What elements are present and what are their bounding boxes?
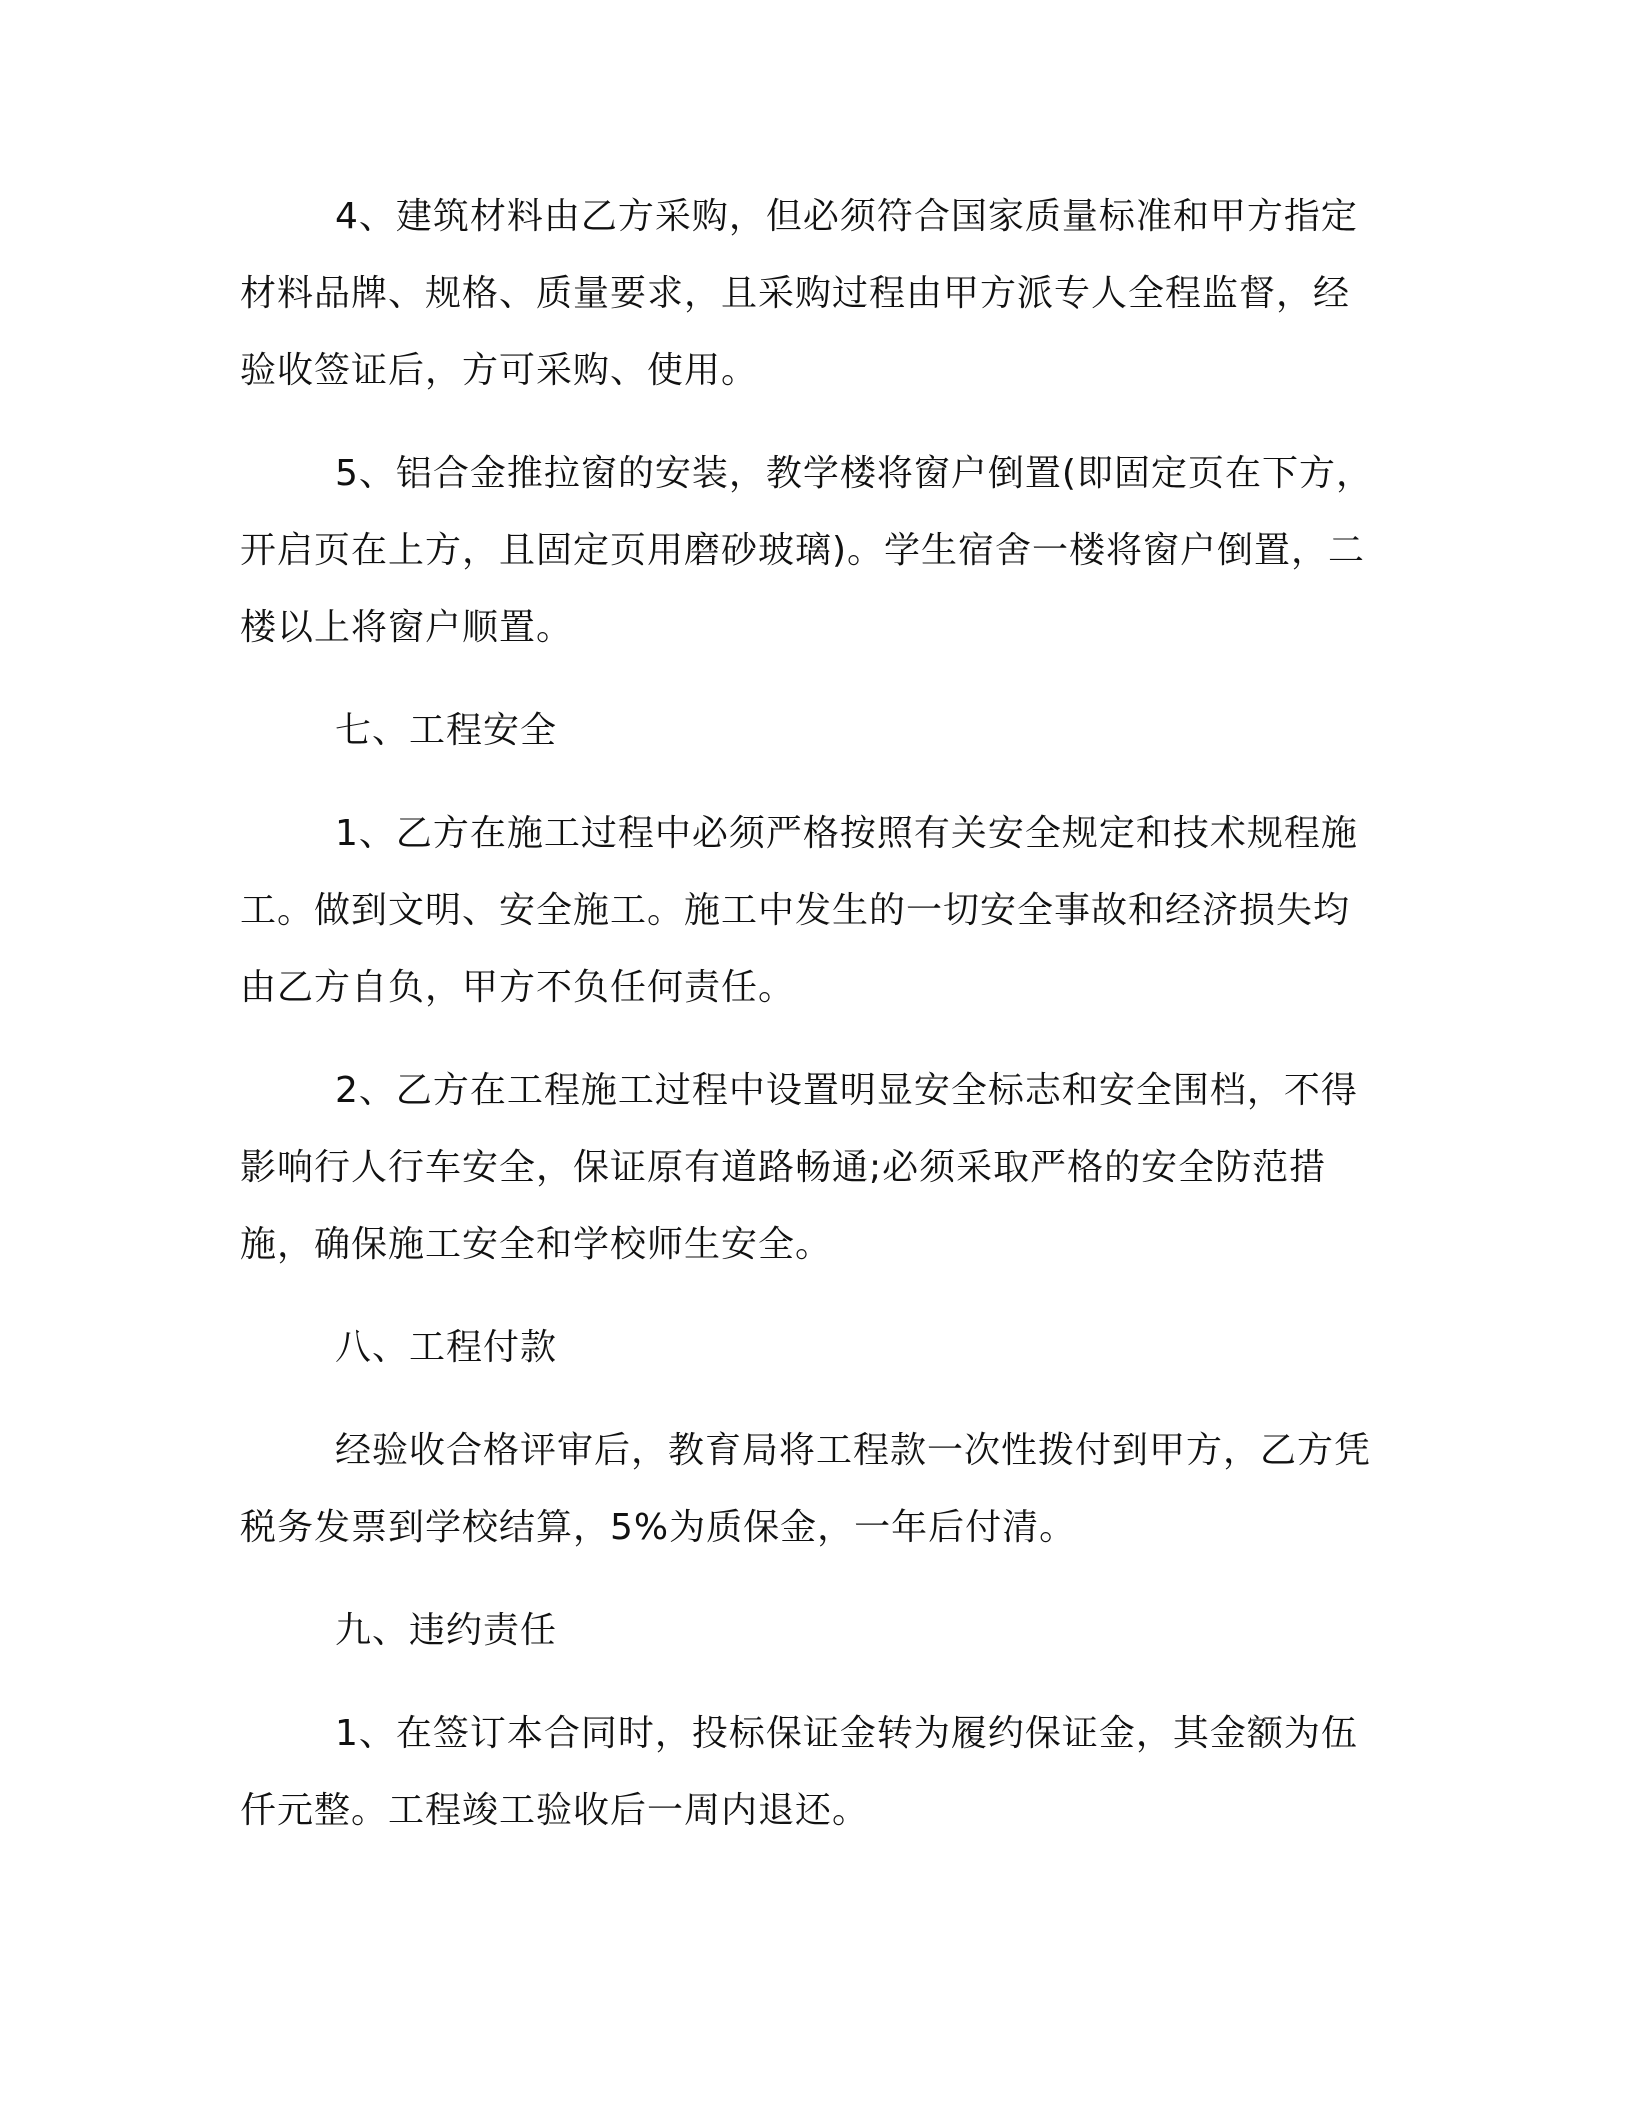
paragraph-window-installation: 5、铝合金推拉窗的安装，教学楼将窗户倒置(即固定页在下方，开启页在上方，且固定页用磨砂玻璃)。学生宿舍一楼将窗户倒置，二楼以上将窗户顺置。 <box>240 453 1373 648</box>
paragraph-safety-rules: 1、乙方在施工过程中必须严格按照有关安全规定和技术规程施工。做到文明、安全施工。施工中发生的一切安全事故和经济损失均由乙方自负，甲方不负任何责任。 <box>240 813 1358 1008</box>
section-heading-project-safety: 七、工程安全 <box>335 710 558 751</box>
section-heading-breach-liability: 九、违约责任 <box>335 1610 558 1651</box>
paragraph-payment-terms: 经验收合格评审后，教育局将工程款一次性拨付到甲方，乙方凭税务发票到学校结算，5%为质保金，一年后付清。 <box>240 1430 1372 1548</box>
section-heading-project-payment: 八、工程付款 <box>335 1327 558 1368</box>
paragraph-performance-bond: 1、在签订本合同时，投标保证金转为履约保证金，其金额为伍仟元整。工程竣工验收后一周内退还。 <box>240 1713 1358 1831</box>
document-body <box>240 178 1380 1875</box>
paragraph-safety-signage: 2、乙方在工程施工过程中设置明显安全标志和安全围档，不得影响行人行车安全，保证原有道路畅通;必须采取严格的安全防范措施，确保施工安全和学校师生安全。 <box>240 1070 1358 1265</box>
paragraph-materials-procurement: 4、建筑材料由乙方采购，但必须符合国家质量标准和甲方指定材料品牌、规格、质量要求，且采购过程由甲方派专人全程监督，经验收签证后，方可采购、使用。 <box>240 196 1358 391</box>
